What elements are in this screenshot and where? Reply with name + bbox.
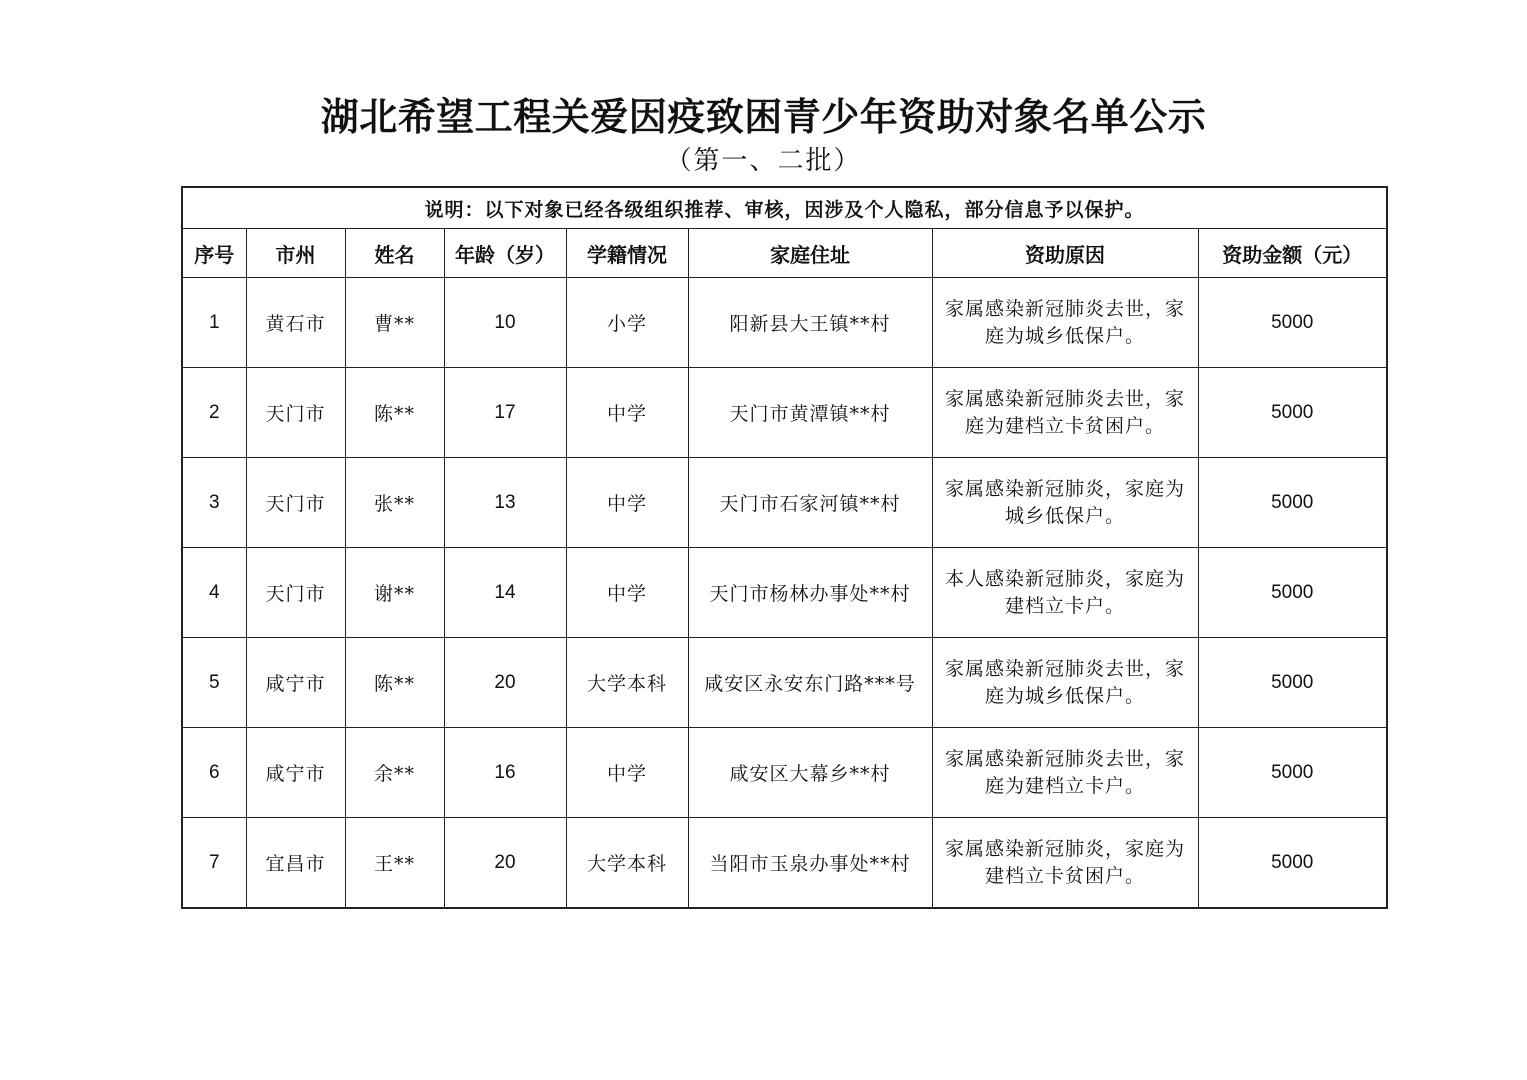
cell-age: 17 <box>444 368 566 458</box>
page-subtitle: （第一、二批） <box>665 146 862 176</box>
cell-address: 当阳市玉泉办事处**村 <box>688 818 932 909</box>
table-row <box>182 278 1387 368</box>
column-header-name: 姓名 <box>345 229 444 278</box>
page-title: 湖北希望工程关爱因疫致困青少年资助对象名单公示 <box>320 94 1207 139</box>
cell-age: 16 <box>444 728 566 818</box>
cell-address: 阳新县大王镇**村 <box>688 278 932 368</box>
cell-age: 20 <box>444 638 566 728</box>
cell-no: 6 <box>182 728 246 818</box>
cell-school: 大学本科 <box>566 818 688 909</box>
cell-reason: 家属感染新冠肺炎去世，家庭为建档立卡贫困户。 <box>932 368 1198 458</box>
table-row <box>182 818 1387 909</box>
column-header-city: 市州 <box>246 229 345 278</box>
cell-name: 陈** <box>345 638 444 728</box>
cell-address: 天门市杨林办事处**村 <box>688 548 932 638</box>
cell-amount: 5000 <box>1198 728 1387 818</box>
cell-city: 黄石市 <box>246 278 345 368</box>
cell-address: 天门市黄潭镇**村 <box>688 368 932 458</box>
cell-no: 1 <box>182 278 246 368</box>
cell-city: 天门市 <box>246 548 345 638</box>
cell-amount: 5000 <box>1198 548 1387 638</box>
cell-address: 天门市石家河镇**村 <box>688 458 932 548</box>
recipient-table <box>181 186 1388 909</box>
cell-age: 20 <box>444 818 566 909</box>
cell-address: 咸安区大幕乡**村 <box>688 728 932 818</box>
cell-name: 王** <box>345 818 444 909</box>
column-header-amount: 资助金额（元） <box>1198 229 1387 278</box>
cell-city: 宜昌市 <box>246 818 345 909</box>
cell-name: 曹** <box>345 278 444 368</box>
table-row <box>182 638 1387 728</box>
column-header-address: 家庭住址 <box>688 229 932 278</box>
cell-amount: 5000 <box>1198 368 1387 458</box>
cell-no: 4 <box>182 548 246 638</box>
cell-amount: 5000 <box>1198 638 1387 728</box>
cell-school: 中学 <box>566 458 688 548</box>
cell-no: 5 <box>182 638 246 728</box>
cell-school: 中学 <box>566 728 688 818</box>
cell-school: 中学 <box>566 368 688 458</box>
table-row <box>182 548 1387 638</box>
cell-age: 14 <box>444 548 566 638</box>
column-header-age: 年龄（岁） <box>444 229 566 278</box>
cell-age: 10 <box>444 278 566 368</box>
cell-city: 咸宁市 <box>246 728 345 818</box>
cell-no: 3 <box>182 458 246 548</box>
column-header-reason: 资助原因 <box>932 229 1198 278</box>
cell-amount: 5000 <box>1198 278 1387 368</box>
header-row <box>182 229 1387 278</box>
cell-reason: 本人感染新冠肺炎，家庭为建档立卡户。 <box>932 548 1198 638</box>
cell-city: 天门市 <box>246 368 345 458</box>
cell-school: 小学 <box>566 278 688 368</box>
cell-age: 13 <box>444 458 566 548</box>
cell-city: 天门市 <box>246 458 345 548</box>
table-note: 说明：以下对象已经各级组织推荐、审核，因涉及个人隐私，部分信息予以保护。 <box>182 187 1387 229</box>
cell-amount: 5000 <box>1198 458 1387 548</box>
cell-reason: 家属感染新冠肺炎，家庭为城乡低保户。 <box>932 458 1198 548</box>
column-header-no: 序号 <box>182 229 246 278</box>
cell-city: 咸宁市 <box>246 638 345 728</box>
cell-no: 2 <box>182 368 246 458</box>
cell-school: 大学本科 <box>566 638 688 728</box>
table-row <box>182 368 1387 458</box>
cell-no: 7 <box>182 818 246 909</box>
cell-name: 张** <box>345 458 444 548</box>
cell-school: 中学 <box>566 548 688 638</box>
note-row <box>182 187 1387 229</box>
cell-name: 谢** <box>345 548 444 638</box>
cell-name: 陈** <box>345 368 444 458</box>
cell-amount: 5000 <box>1198 818 1387 909</box>
table-row <box>182 458 1387 548</box>
column-header-school: 学籍情况 <box>566 229 688 278</box>
cell-reason: 家属感染新冠肺炎，家庭为建档立卡贫困户。 <box>932 818 1198 909</box>
cell-name: 余** <box>345 728 444 818</box>
table-row <box>182 728 1387 818</box>
cell-reason: 家属感染新冠肺炎去世，家庭为城乡低保户。 <box>932 278 1198 368</box>
cell-reason: 家属感染新冠肺炎去世，家庭为建档立卡户。 <box>932 728 1198 818</box>
cell-address: 咸安区永安东门路***号 <box>688 638 932 728</box>
cell-reason: 家属感染新冠肺炎去世，家庭为城乡低保户。 <box>932 638 1198 728</box>
